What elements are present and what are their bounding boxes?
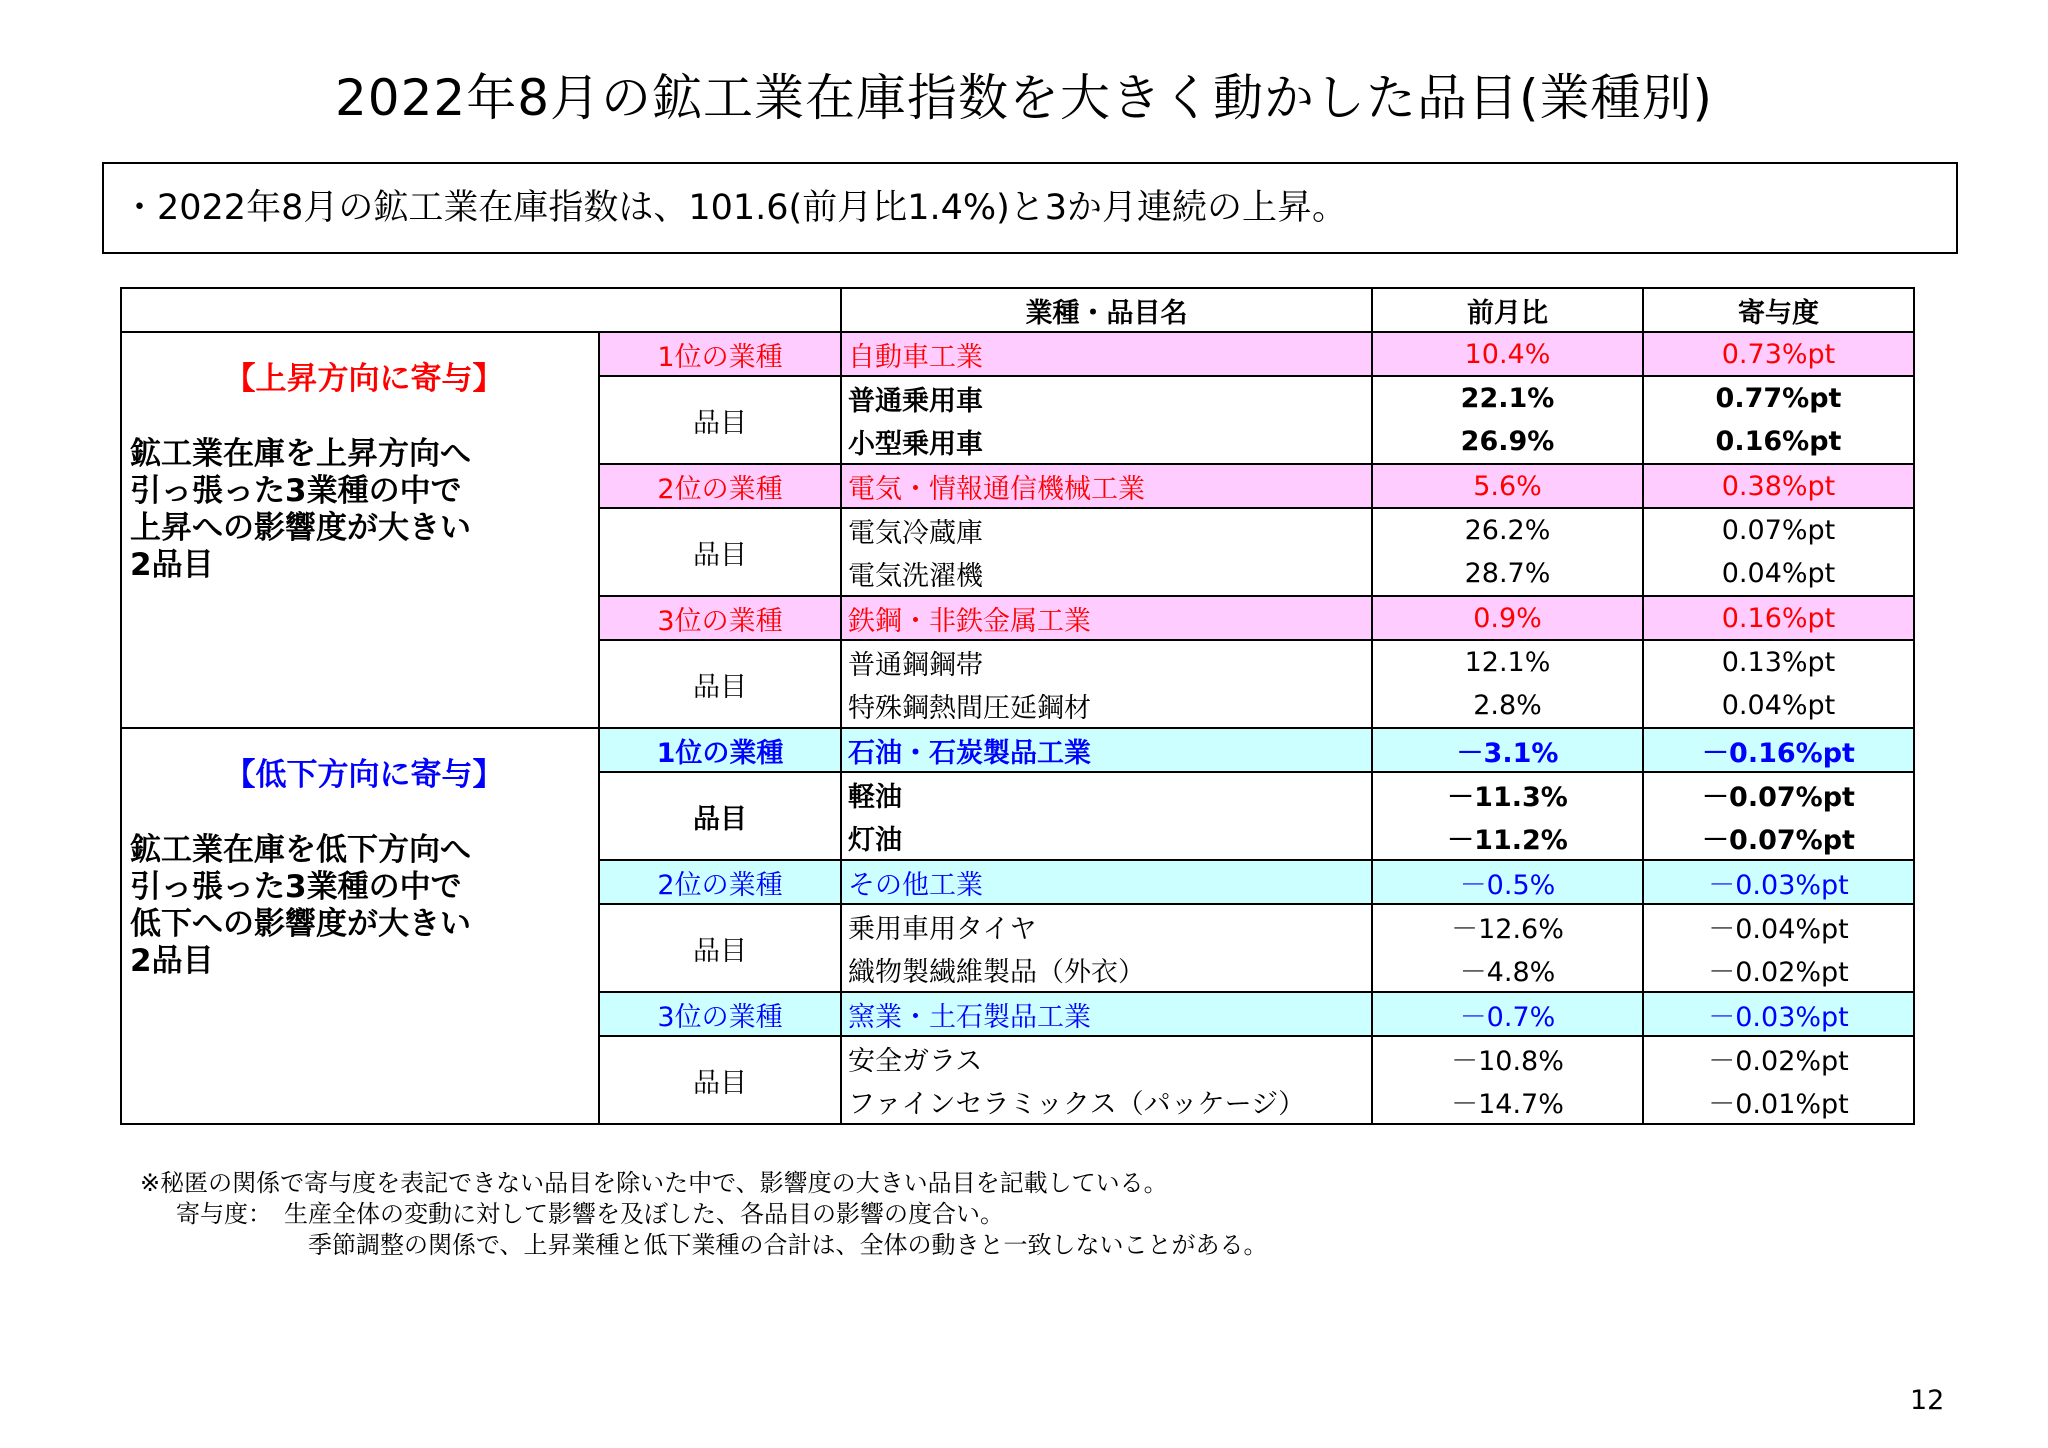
item-name: 織物製繊維製品（外衣） [841, 948, 1372, 992]
industry-contrib: 0.38%pt [1643, 464, 1914, 508]
industry-name: 自動車工業 [841, 332, 1372, 376]
item-mom: －10.8% [1372, 1036, 1643, 1080]
down-desc-line: 引っ張った3業種の中で [130, 869, 462, 905]
industry-contrib: 0.16%pt [1643, 596, 1914, 640]
item-label-cell: 品目 [599, 640, 841, 728]
item-contrib: 0.16%pt [1643, 420, 1914, 464]
header-contrib: 寄与度 [1643, 288, 1914, 332]
up-desc-line: 2品目 [130, 547, 214, 583]
up-desc-line: 引っ張った3業種の中で [130, 473, 462, 509]
page-number: 12 [1910, 1385, 1945, 1416]
industry-contrib: 0.73%pt [1643, 332, 1914, 376]
item-mom: －11.3% [1372, 772, 1643, 816]
footnotes [140, 1168, 1268, 1261]
item-name: 普通鋼鋼帯 [841, 640, 1372, 684]
down-heading: 【低下方向に寄与】 [224, 757, 504, 793]
up-heading: 【上昇方向に寄与】 [224, 361, 504, 397]
item-mom: 26.2% [1372, 508, 1643, 552]
item-mom: 22.1% [1372, 376, 1643, 420]
footnote-line: 季節調整の関係で、上昇業種と低下業種の合計は、全体の動きと一致しないことがある。 [308, 1231, 1268, 1259]
item-mom: －14.7% [1372, 1080, 1643, 1124]
industry-name: 電気・情報通信機械工業 [841, 464, 1372, 508]
down-industry-row-1 [121, 728, 1914, 772]
item-contrib: 0.04%pt [1643, 552, 1914, 596]
industry-mom: 0.9% [1372, 596, 1643, 640]
industry-mom: 10.4% [1372, 332, 1643, 376]
item-contrib: －0.07%pt [1643, 772, 1914, 816]
down-desc-line: 低下への影響度が大きい [130, 906, 471, 942]
up-industry-row-1 [121, 332, 1914, 376]
up-desc-line: 上昇への影響度が大きい [130, 510, 471, 546]
item-contrib: －0.02%pt [1643, 1036, 1914, 1080]
industry-mom: 5.6% [1372, 464, 1643, 508]
rank-cell: 2位の業種 [599, 464, 841, 508]
rank-cell: 3位の業種 [599, 992, 841, 1036]
item-contrib: －0.07%pt [1643, 816, 1914, 860]
industry-contrib: －0.03%pt [1643, 860, 1914, 904]
item-name: 安全ガラス [841, 1036, 1372, 1080]
industry-name: 窯業・土石製品工業 [841, 992, 1372, 1036]
item-name: 普通乗用車 [841, 376, 1372, 420]
item-contrib: －0.01%pt [1643, 1080, 1914, 1124]
page-title: 2022年8月の鉱工業在庫指数を大きく動かした品目(業種別) [334, 69, 1714, 127]
item-name: 小型乗用車 [841, 420, 1372, 464]
header-blank-cell [121, 288, 841, 332]
item-mom: －12.6% [1372, 904, 1643, 948]
item-name: ファインセラミックス（パッケージ） [841, 1080, 1372, 1124]
item-contrib: 0.13%pt [1643, 640, 1914, 684]
item-name: 灯油 [841, 816, 1372, 860]
rank-cell: 1位の業種 [599, 728, 841, 772]
contribution-table [120, 287, 1915, 1125]
industry-contrib: －0.16%pt [1643, 728, 1914, 772]
item-name: 電気冷蔵庫 [841, 508, 1372, 552]
item-mom: 12.1% [1372, 640, 1643, 684]
industry-name: その他工業 [841, 860, 1372, 904]
item-label-cell: 品目 [599, 904, 841, 992]
item-mom: 28.7% [1372, 552, 1643, 596]
item-label-cell: 品目 [599, 508, 841, 596]
item-contrib: 0.77%pt [1643, 376, 1914, 420]
item-label-cell: 品目 [599, 1036, 841, 1124]
footnote-line: ※秘匿の関係で寄与度を表記できない品目を除いた中で、影響度の大きい品目を記載している。 [140, 1169, 1168, 1197]
item-contrib: －0.04%pt [1643, 904, 1914, 948]
rank-cell: 3位の業種 [599, 596, 841, 640]
down-description [130, 832, 598, 980]
rank-cell: 1位の業種 [599, 332, 841, 376]
item-name: 乗用車用タイヤ [841, 904, 1372, 948]
summary-box: ・2022年8月の鉱工業在庫指数は、101.6(前月比1.4%)と3か月連続の上昇。 [102, 162, 1958, 254]
item-mom: －4.8% [1372, 948, 1643, 992]
item-name: 電気洗濯機 [841, 552, 1372, 596]
header-mom: 前月比 [1372, 288, 1643, 332]
item-label-cell: 品目 [599, 772, 841, 860]
item-label-cell: 品目 [599, 376, 841, 464]
up-side-label [121, 332, 599, 728]
item-contrib: －0.02%pt [1643, 948, 1914, 992]
header-name: 業種・品目名 [841, 288, 1372, 332]
down-desc-line: 2品目 [130, 943, 214, 979]
up-description [130, 436, 598, 584]
footnote-line: 寄与度： 生産全体の変動に対して影響を及ぼした、各品目の影響の度合い。 [176, 1200, 1004, 1228]
item-mom: 26.9% [1372, 420, 1643, 464]
up-desc-line: 鉱工業在庫を上昇方向へ [130, 436, 471, 472]
item-name: 特殊鋼熱間圧延鋼材 [841, 684, 1372, 728]
down-side-label [121, 728, 599, 1124]
industry-mom: －0.5% [1372, 860, 1643, 904]
industry-name: 石油・石炭製品工業 [841, 728, 1372, 772]
industry-mom: －3.1% [1372, 728, 1643, 772]
table-header-row [121, 288, 1914, 332]
item-mom: 2.8% [1372, 684, 1643, 728]
industry-contrib: －0.03%pt [1643, 992, 1914, 1036]
industry-name: 鉄鋼・非鉄金属工業 [841, 596, 1372, 640]
industry-mom: －0.7% [1372, 992, 1643, 1036]
item-contrib: 0.07%pt [1643, 508, 1914, 552]
item-mom: －11.2% [1372, 816, 1643, 860]
item-contrib: 0.04%pt [1643, 684, 1914, 728]
rank-cell: 2位の業種 [599, 860, 841, 904]
down-desc-line: 鉱工業在庫を低下方向へ [130, 832, 471, 868]
item-name: 軽油 [841, 772, 1372, 816]
